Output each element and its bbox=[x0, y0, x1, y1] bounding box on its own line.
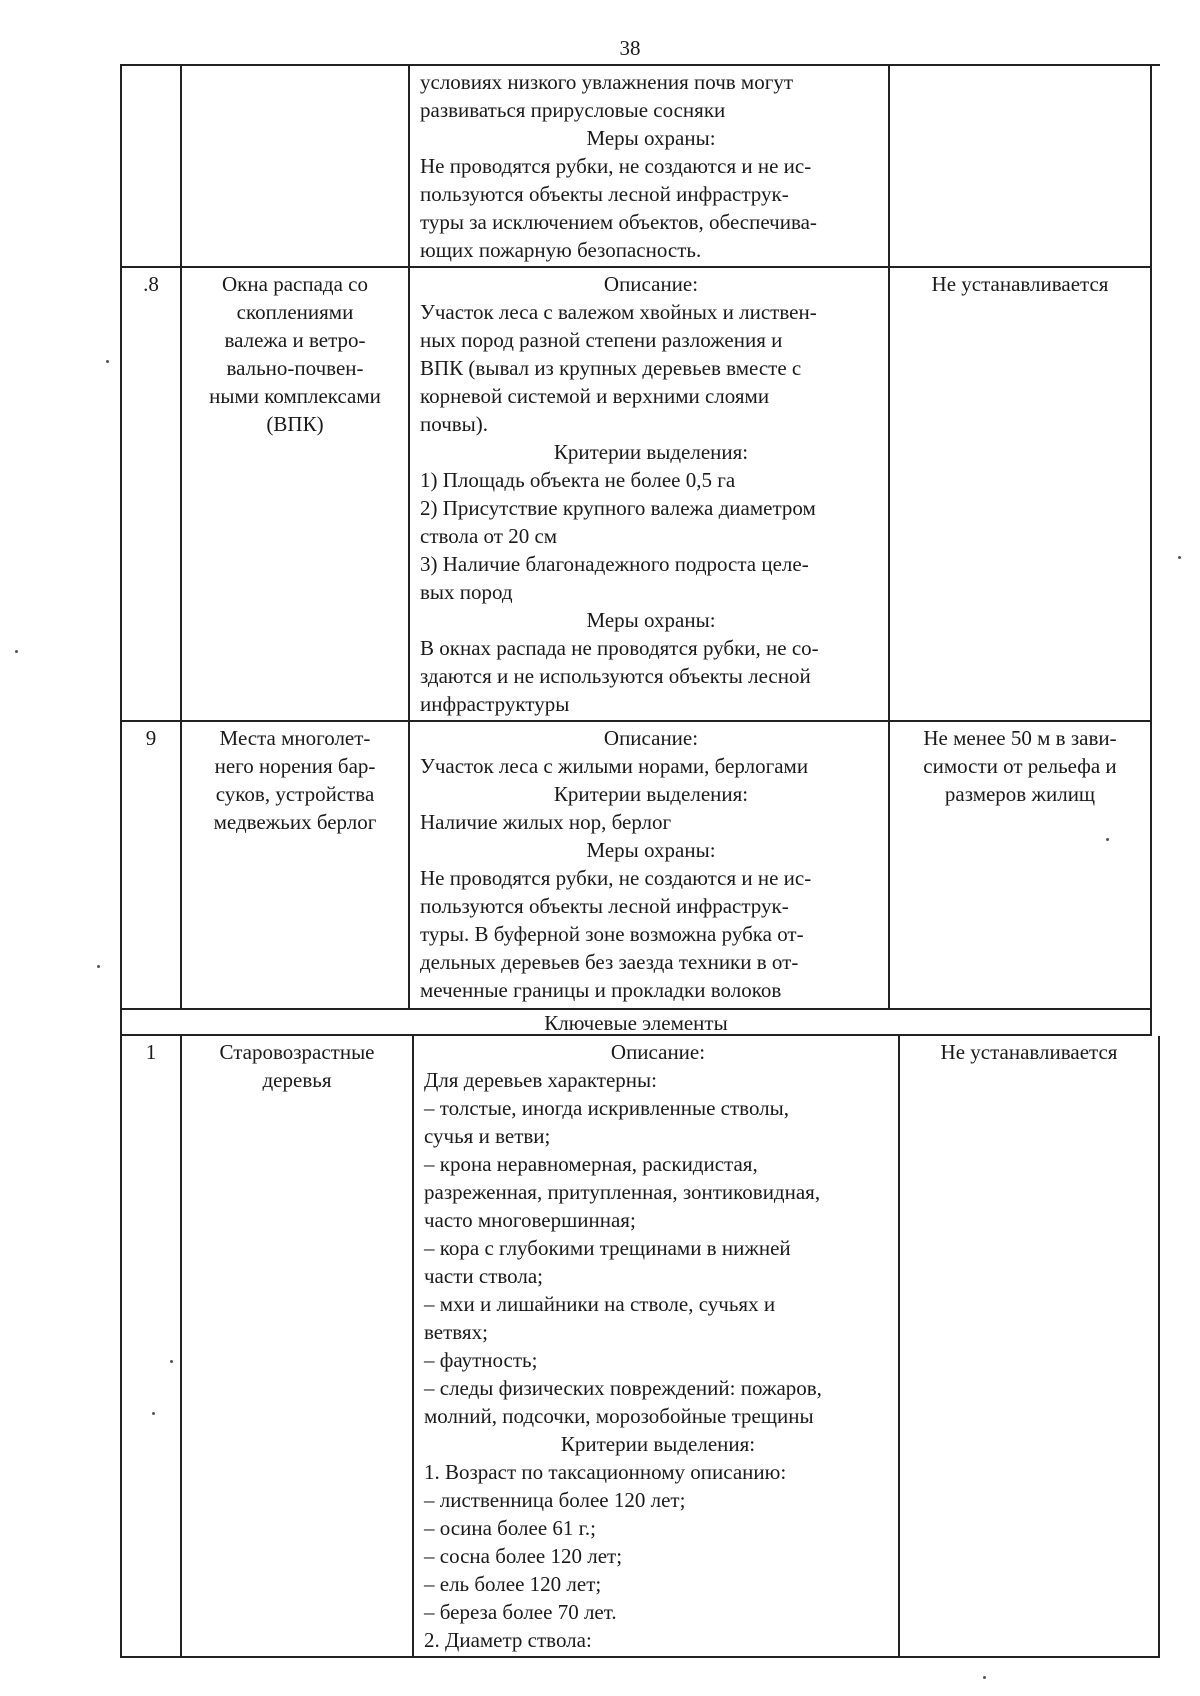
desc-line: 3) Наличие благонадежного подроста целе- bbox=[420, 552, 809, 576]
description-cell bbox=[412, 1036, 898, 1656]
desc-line: пользуются объекты лесной инфраструк- bbox=[420, 182, 789, 206]
object-name bbox=[180, 722, 408, 1008]
buffer-zone bbox=[898, 1036, 1160, 1656]
table-row bbox=[120, 268, 1152, 722]
scan-speck bbox=[1106, 838, 1109, 841]
desc-line: туры. В буферной зоне возможна рубка от- bbox=[420, 922, 804, 946]
buffer-zone bbox=[888, 268, 1152, 720]
buffer-zone bbox=[888, 722, 1152, 1008]
row-number: 9 bbox=[120, 722, 180, 1008]
desc-line: Не проводятся рубки, не создаются и не ис- bbox=[420, 154, 812, 178]
description-cell bbox=[408, 722, 888, 1008]
scan-speck bbox=[1178, 556, 1181, 559]
desc-line: 1. Возраст по таксационному описанию: bbox=[424, 1460, 787, 1484]
desc-line: разреженная, притупленная, зонтиковидная, bbox=[424, 1180, 821, 1204]
desc-heading: Меры охраны: bbox=[586, 608, 716, 632]
name-line: скоплениями bbox=[236, 300, 354, 324]
name-line: Места многолет- bbox=[219, 726, 371, 750]
name-line: суков, устройства bbox=[215, 782, 375, 806]
name-line: него норения бар- bbox=[214, 754, 376, 778]
desc-line: – осина более 61 г.; bbox=[424, 1516, 596, 1540]
description-cell bbox=[408, 66, 888, 266]
row-number: .8 bbox=[120, 268, 180, 720]
desc-line: – ель более 120 лет; bbox=[424, 1572, 602, 1596]
desc-line: В окнах распада не проводятся рубки, не со- bbox=[420, 636, 819, 660]
desc-line: – крона неравномерная, раскидистая, bbox=[424, 1152, 758, 1176]
desc-line: – фаутность; bbox=[424, 1348, 538, 1372]
desc-line: ных пород разной степени разложения и bbox=[420, 328, 783, 352]
desc-line: Для деревьев характерны: bbox=[424, 1068, 657, 1092]
desc-line: сучья и ветви; bbox=[424, 1124, 551, 1148]
desc-line: 2) Присутствие крупного валежа диаметром bbox=[420, 496, 816, 520]
scan-speck bbox=[97, 965, 100, 968]
desc-line: вых пород bbox=[420, 580, 513, 604]
object-name bbox=[180, 66, 408, 266]
page-number: 38 bbox=[619, 36, 641, 60]
desc-line: почвы). bbox=[420, 412, 489, 436]
desc-line: Участок леса с жилыми норами, берлогами bbox=[420, 754, 809, 778]
desc-line: туры за исключением объектов, обеспечива- bbox=[420, 210, 817, 234]
desc-heading: Описание: bbox=[603, 272, 699, 296]
desc-line: ющих пожарную безопасность. bbox=[420, 238, 702, 262]
row-number bbox=[120, 66, 180, 266]
desc-heading: Описание: bbox=[610, 1040, 706, 1064]
desc-line: ветвях; bbox=[424, 1320, 488, 1344]
desc-line: – кора с глубокими трещинами в нижней bbox=[424, 1236, 791, 1260]
desc-line: пользуются объекты лесной инфраструк- bbox=[420, 894, 789, 918]
name-line: медвежьих берлог bbox=[213, 810, 377, 834]
name-line: ными комплексами bbox=[209, 384, 381, 408]
buffer-zone bbox=[888, 66, 1152, 266]
desc-heading: Меры охраны: bbox=[586, 838, 716, 862]
desc-line: – мхи и лишайники на стволе, сучьях и bbox=[424, 1292, 776, 1316]
zone-line: размеров жилищ bbox=[944, 782, 1096, 806]
desc-heading: Критерии выделения: bbox=[553, 782, 749, 806]
zone-line: Не менее 50 м в зави- bbox=[923, 726, 1117, 750]
desc-heading: Критерии выделения: bbox=[560, 1432, 756, 1456]
desc-line: – береза более 70 лет. bbox=[424, 1600, 617, 1624]
desc-line: меченные границы и прокладки волоков bbox=[420, 978, 782, 1002]
name-line: Старовозрастные bbox=[219, 1040, 375, 1064]
object-name bbox=[180, 1036, 412, 1656]
desc-line: часто многовершинная; bbox=[424, 1208, 636, 1232]
desc-line: 1) Площадь объекта не более 0,5 га bbox=[420, 468, 736, 492]
desc-line: – лиственница более 120 лет; bbox=[424, 1488, 686, 1512]
desc-line: – толстые, иногда искривленные стволы, bbox=[424, 1096, 790, 1120]
name-line: валежа и ветро- bbox=[224, 328, 366, 352]
table-row bbox=[120, 66, 1152, 268]
desc-line: корневой системой и верхними слоями bbox=[420, 384, 770, 408]
scan-speck bbox=[170, 1360, 173, 1363]
table-row bbox=[120, 722, 1152, 1010]
desc-line: развиваться прирусловые сосняки bbox=[420, 98, 726, 122]
scan-speck bbox=[106, 360, 109, 363]
desc-line: Участок леса с валежом хвойных и листвен- bbox=[420, 300, 817, 324]
forest-table bbox=[120, 64, 1160, 1658]
desc-heading: Описание: bbox=[603, 726, 699, 750]
scan-speck bbox=[152, 1412, 155, 1415]
desc-line: ВПК (вывал из крупных деревьев вместе с bbox=[420, 356, 802, 380]
desc-line: ствола от 20 см bbox=[420, 524, 558, 548]
name-line: (ВПК) bbox=[266, 412, 324, 436]
scan-speck bbox=[15, 650, 18, 653]
zone-line: симости от рельефа и bbox=[923, 754, 1117, 778]
desc-line: инфраструктуры bbox=[420, 692, 570, 716]
name-line: Окна распада со bbox=[222, 272, 368, 296]
desc-line: 2. Диаметр ствола: bbox=[424, 1628, 592, 1652]
row-number: 1 bbox=[120, 1036, 180, 1656]
desc-line: условиях низкого увлажнения почв могут bbox=[420, 70, 794, 94]
object-name bbox=[180, 268, 408, 720]
desc-line: Наличие жилых нор, берлог bbox=[420, 810, 672, 834]
name-line: деревья bbox=[262, 1068, 332, 1092]
description-cell bbox=[408, 268, 888, 720]
desc-line: – следы физических повреждений: пожаров, bbox=[424, 1376, 822, 1400]
name-line: вально-почвен- bbox=[226, 356, 364, 380]
zone-line: Не устанавливается bbox=[931, 272, 1109, 296]
desc-heading: Критерии выделения: bbox=[553, 440, 749, 464]
desc-heading: Меры охраны: bbox=[586, 126, 716, 150]
section-header: Ключевые элементы bbox=[120, 1010, 1152, 1036]
zone-line: Не устанавливается bbox=[940, 1040, 1118, 1064]
desc-line: здаются и не используются объекты лесной bbox=[420, 664, 811, 688]
desc-line: дельных деревьев без заезда техники в от- bbox=[420, 950, 799, 974]
desc-line: части ствола; bbox=[424, 1264, 543, 1288]
table-row bbox=[120, 1036, 1160, 1658]
scan-speck bbox=[983, 1676, 986, 1679]
desc-line: Не проводятся рубки, не создаются и не ис- bbox=[420, 866, 812, 890]
desc-line: – сосна более 120 лет; bbox=[424, 1544, 623, 1568]
desc-line: молний, подсочки, морозобойные трещины bbox=[424, 1404, 814, 1428]
